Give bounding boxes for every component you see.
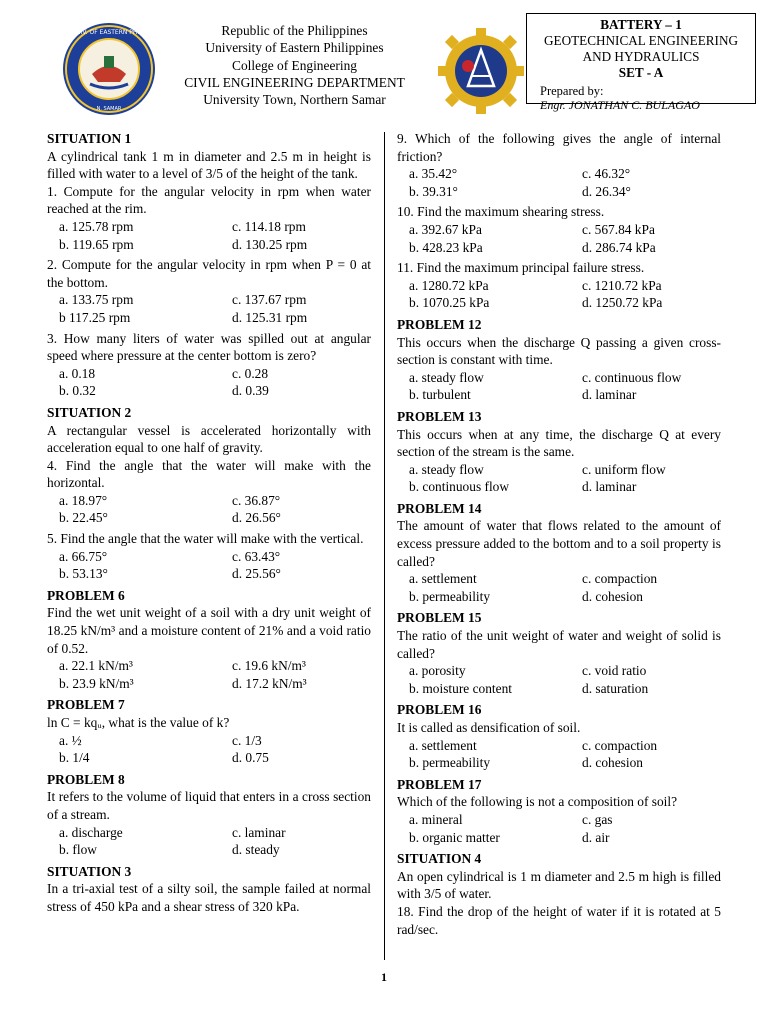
answer-option: a. porosity [409, 663, 466, 679]
question-text: In a tri-axial test of a silty soil, the sample failed at normal stress of 450 kPa and a shear stress of 320 kPa. [47, 881, 371, 914]
answer-option: b. 22.45° [59, 510, 108, 526]
column-divider [384, 132, 385, 960]
answer-option: a. 125.78 rpm [59, 218, 134, 234]
answer-option: d. 0.75 [232, 750, 269, 766]
answer-option: b. turbulent [409, 387, 471, 403]
answer-options [397, 461, 721, 496]
question-text: An open cylindrical is 1 m diameter and 2.5 m high is filled with 3/5 of water. [397, 868, 721, 902]
question-text: It is called as densification of soil. [397, 720, 581, 735]
answer-option: a. mineral [409, 811, 463, 827]
section-heading: PROBLEM 6 [47, 587, 125, 603]
answer-option: d. 25.56° [232, 566, 281, 582]
question-text: A cylindrical tank 1 m in diameter and 2.5 m in height is filled with water to a level of 3/5 of the height of the tank. [47, 148, 371, 182]
answer-option: c. uniform flow [582, 461, 666, 477]
question-text: This occurs when at any time, the discharge Q at every section of the stream is the same. [397, 426, 721, 460]
answer-option: b. permeability [409, 755, 491, 771]
answer-option: b. 1/4 [59, 750, 90, 766]
answer-option: d. laminar [582, 387, 637, 403]
answer-option: a. 1280.72 kPa [409, 277, 489, 293]
answer-option: b. continuous flow [409, 479, 510, 495]
answer-option: c. laminar [232, 824, 286, 840]
question-text: 4. Find the angle that the water will make with the horizontal. [47, 457, 371, 491]
page-header [0, 0, 768, 122]
header-line-2: University of Eastern Philippines [205, 40, 384, 56]
question-text: The ratio of the unit weight of water and weight of solid is called? [397, 628, 721, 661]
answer-option: b. 53.13° [59, 566, 108, 582]
question-text: This occurs when the discharge Q passing a given cross-section is constant with time. [397, 334, 721, 368]
set-label: SET - A [618, 65, 664, 80]
answer-option: c. 36.87° [232, 492, 281, 508]
answer-option: d. steady [232, 842, 280, 858]
answer-option: c. compaction [582, 737, 658, 753]
answer-option: a. 0.18 [59, 365, 96, 381]
battery-label: BATTERY – 1 [600, 17, 682, 32]
answer-option: c. 1210.72 kPa [582, 277, 662, 293]
answer-option: d. 1250.72 kPa [582, 295, 663, 311]
answer-option: c. compaction [582, 571, 658, 587]
answer-option: d. 26.56° [232, 510, 281, 526]
answer-option: a. steady flow [409, 461, 484, 477]
answer-option: a. 133.75 rpm [59, 292, 134, 308]
answer-options [397, 570, 721, 605]
answer-options [47, 657, 371, 692]
header-line-1: Republic of the Philippines [221, 23, 368, 38]
answer-option: b. flow [59, 842, 97, 858]
answer-option: a. 18.97° [59, 492, 108, 508]
svg-text:N. SAMAR: N. SAMAR [96, 106, 122, 112]
university-seal-logo [62, 22, 156, 116]
answer-options [397, 277, 721, 312]
question-text: 3. How many liters of water was spilled out at angular speed where pressure at the center bottom is zero? [47, 330, 371, 364]
answer-option: b. 428.23 kPa [409, 239, 483, 255]
section-heading: PROBLEM 8 [47, 771, 125, 787]
answer-option: b. moisture content [409, 680, 513, 696]
answer-option: c. 137.67 rpm [232, 292, 307, 308]
answer-option: c. continuous flow [582, 369, 682, 385]
answer-option: c. void ratio [582, 663, 647, 679]
answer-option: a. 392.67 kPa [409, 221, 482, 237]
answer-options [397, 369, 721, 404]
answer-option: b. permeability [409, 588, 491, 604]
answer-options [47, 824, 371, 859]
answer-option: a. ½ [59, 732, 82, 748]
section-heading: PROBLEM 13 [397, 408, 482, 424]
answer-option: d. 130.25 rpm [232, 236, 308, 252]
answer-option: a. 22.1 kN/m³ [59, 658, 133, 674]
question-text: 10. Find the maximum shearing stress. [397, 204, 605, 220]
right-column [397, 130, 721, 938]
answer-option: d. saturation [582, 680, 649, 696]
answer-option: d. laminar [582, 479, 637, 495]
answer-option: d. 125.31 rpm [232, 309, 308, 325]
institution-heading [162, 22, 427, 108]
answer-option: b. 1070.25 kPa [409, 295, 490, 311]
answer-option: d. 286.74 kPa [582, 239, 656, 255]
answer-options [47, 492, 371, 527]
answer-option: c. 1/3 [232, 732, 262, 748]
section-heading: SITUATION 3 [47, 863, 132, 879]
answer-options [47, 548, 371, 583]
preparer-name: Engr. JONATHAN C. BULAGAO [540, 98, 700, 112]
question-text: 9. Which of the following gives the angle of internal friction? [397, 131, 721, 164]
page-number: 1 [381, 970, 387, 984]
answer-option: a. steady flow [409, 369, 484, 385]
subject-line-2: AND HYDRAULICS [582, 49, 700, 64]
answer-option: d. air [582, 829, 610, 845]
section-heading: PROBLEM 15 [397, 610, 482, 626]
answer-option: b. 23.9 kN/m³ [59, 675, 134, 691]
section-heading: PROBLEM 12 [397, 316, 482, 332]
section-heading: PROBLEM 14 [397, 500, 482, 516]
question-text: Find the wet unit weight of a soil with a dry unit weight of 18.25 kN/m³ and a moisture content of 21% and a void ratio of 0.52. [47, 605, 371, 656]
answer-option: b. 39.31° [409, 183, 458, 199]
question-text: 11. Find the maximum principal failure stress. [397, 260, 645, 276]
question-text: A rectangular vessel is accelerated horizontally with acceleration equal to one half of gravity. [47, 422, 371, 456]
answer-options [397, 737, 721, 772]
answer-option: a. settlement [409, 571, 477, 587]
answer-option: d. cohesion [582, 755, 643, 771]
section-heading: PROBLEM 7 [47, 697, 125, 713]
answer-option: c. 19.6 kN/m³ [232, 658, 306, 674]
answer-option: c. 63.43° [232, 548, 281, 564]
question-text: 18. Find the drop of the height of water if it is rotated at 5 rad/sec. [397, 903, 721, 937]
answer-option: b 117.25 rpm [59, 309, 131, 325]
answer-option: a. 66.75° [59, 548, 108, 564]
question-text: The amount of water that flows related to the amount of excess pressure added to the bottom and to a soil property is called? [397, 518, 721, 569]
answer-options [397, 662, 721, 697]
answer-option: a. settlement [409, 737, 477, 753]
svg-text:UNIV. OF EASTERN PHILS: UNIV. OF EASTERN PHILS [71, 29, 147, 36]
section-heading: SITUATION 2 [47, 404, 132, 420]
answer-option: c. 567.84 kPa [582, 221, 655, 237]
answer-option: b. organic matter [409, 829, 500, 845]
answer-option: c. 0.28 [232, 365, 269, 381]
answer-option: c. 46.32° [582, 166, 631, 182]
answer-option: a. 35.42° [409, 166, 458, 182]
answer-options [397, 221, 721, 256]
question-text: 5. Find the angle that the water will make with the vertical. [47, 531, 364, 547]
answer-option: d. 26.34° [582, 183, 631, 199]
answer-option: c. 114.18 rpm [232, 218, 306, 234]
header-line-5: University Town, Northern Samar [203, 92, 386, 108]
answer-options [47, 218, 371, 253]
answer-option: d. cohesion [582, 588, 643, 604]
answer-option: a. discharge [59, 824, 123, 840]
question-text: It refers to the volume of liquid that enters in a cross section of a stream. [47, 789, 371, 822]
answer-options [47, 291, 371, 326]
subject-line-1: GEOTECHNICAL ENGINEERING [544, 33, 738, 48]
answer-option: d. 17.2 kN/m³ [232, 675, 307, 691]
answer-options [397, 811, 721, 846]
section-heading: PROBLEM 17 [397, 776, 482, 792]
answer-option: b. 119.65 rpm [59, 236, 134, 252]
section-heading: SITUATION 4 [397, 851, 482, 867]
question-text: Which of the following is not a composition of soil? [397, 794, 678, 810]
question-text: ln C = kqᵤ, what is the value of k? [47, 715, 230, 730]
prepared-by-label: Prepared by: [540, 84, 604, 98]
answer-options [47, 365, 371, 400]
answer-option: b. 0.32 [59, 383, 96, 399]
department-gear-logo [438, 28, 524, 114]
answer-option: c. gas [582, 811, 613, 827]
header-line-3: College of Engineering [232, 57, 357, 73]
answer-options [47, 732, 371, 767]
left-column [47, 130, 371, 916]
answer-options [397, 165, 721, 200]
answer-option: d. 0.39 [232, 383, 269, 399]
section-heading: SITUATION 1 [47, 131, 132, 146]
header-line-4: CIVIL ENGINEERING DEPARTMENT [184, 74, 405, 90]
section-heading: PROBLEM 16 [397, 702, 482, 718]
question-text: 2. Compute for the angular velocity in rpm when P = 0 at the bottom. [47, 257, 371, 290]
question-text: 1. Compute for the angular velocity in rpm when water reached at the rim. [47, 183, 371, 217]
